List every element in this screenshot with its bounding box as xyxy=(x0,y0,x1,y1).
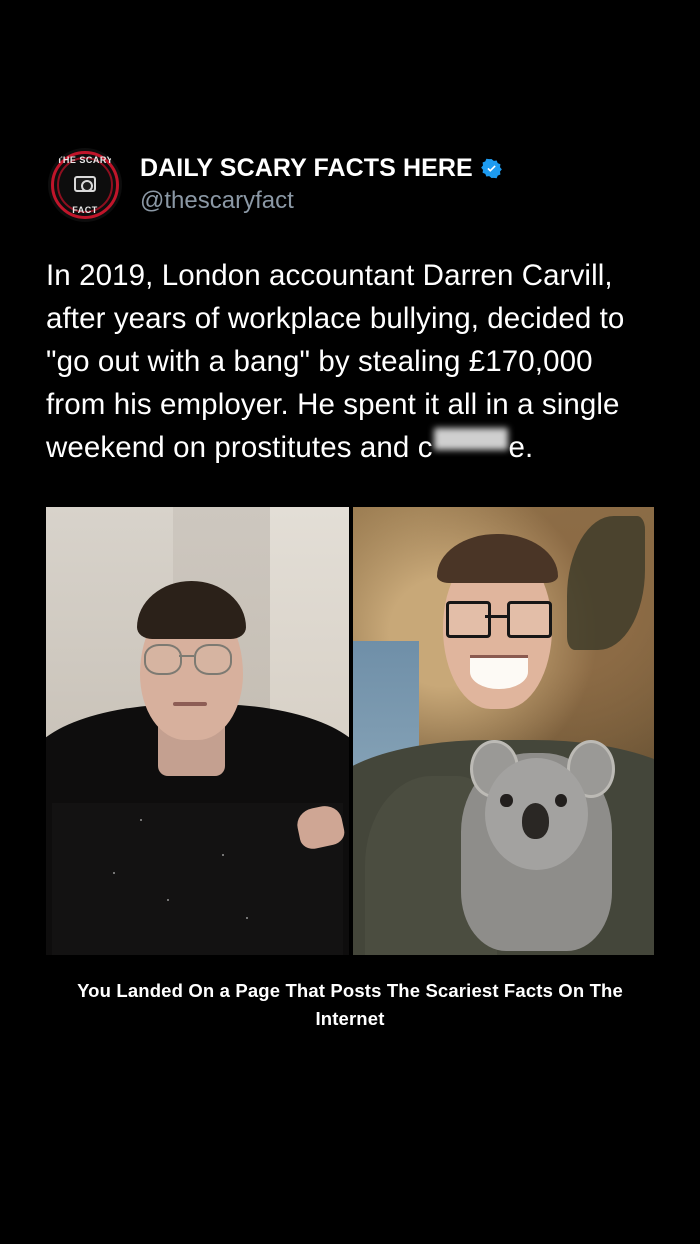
koala-nose xyxy=(522,803,549,839)
photo-left-mouth xyxy=(173,702,206,706)
photo-left-glasses-left-lens xyxy=(144,644,181,676)
photo-right-smile xyxy=(470,655,527,689)
post-text xyxy=(46,254,655,469)
redacted-word xyxy=(434,428,508,450)
account-names xyxy=(140,154,502,217)
post-media xyxy=(46,507,654,955)
post-header xyxy=(0,0,700,222)
photo-right-glasses-left-lens xyxy=(446,601,491,638)
account-handle[interactable]: @thescaryfact xyxy=(140,187,294,215)
photo-left-glasses-right-lens xyxy=(194,644,231,676)
verified-badge-icon xyxy=(481,158,502,179)
avatar-top-text: THE SCARY xyxy=(56,155,114,165)
photo-right-glasses-right-lens xyxy=(507,601,552,638)
photo-left-sparkle xyxy=(140,819,142,821)
photo-right-glasses-bridge xyxy=(485,615,506,618)
photo-left[interactable] xyxy=(46,507,349,955)
avatar-bottom-text: FACT xyxy=(72,205,98,215)
avatar[interactable] xyxy=(48,148,122,222)
post-caption: You Landed On a Page That Posts The Scariest Facts On The Internet xyxy=(77,980,623,1029)
display-name-row xyxy=(140,154,502,183)
photo-right[interactable] xyxy=(353,507,654,955)
post-text-after-redaction: e. xyxy=(508,431,534,464)
koala-eye-right xyxy=(555,794,567,807)
koala-eye-left xyxy=(500,794,512,807)
display-name[interactable]: DAILY SCARY FACTS HERE xyxy=(140,153,473,182)
photo-left-glasses-bridge xyxy=(179,655,194,657)
post-text-before-redaction: In 2019, London accountant Darren Carvill, after years of workplace bullying, decided to "go out with a bang" by stealing £170,000 from his employer. He spent it all in a single weekend on prostitutes and c xyxy=(46,259,625,464)
camera-icon xyxy=(74,176,96,192)
